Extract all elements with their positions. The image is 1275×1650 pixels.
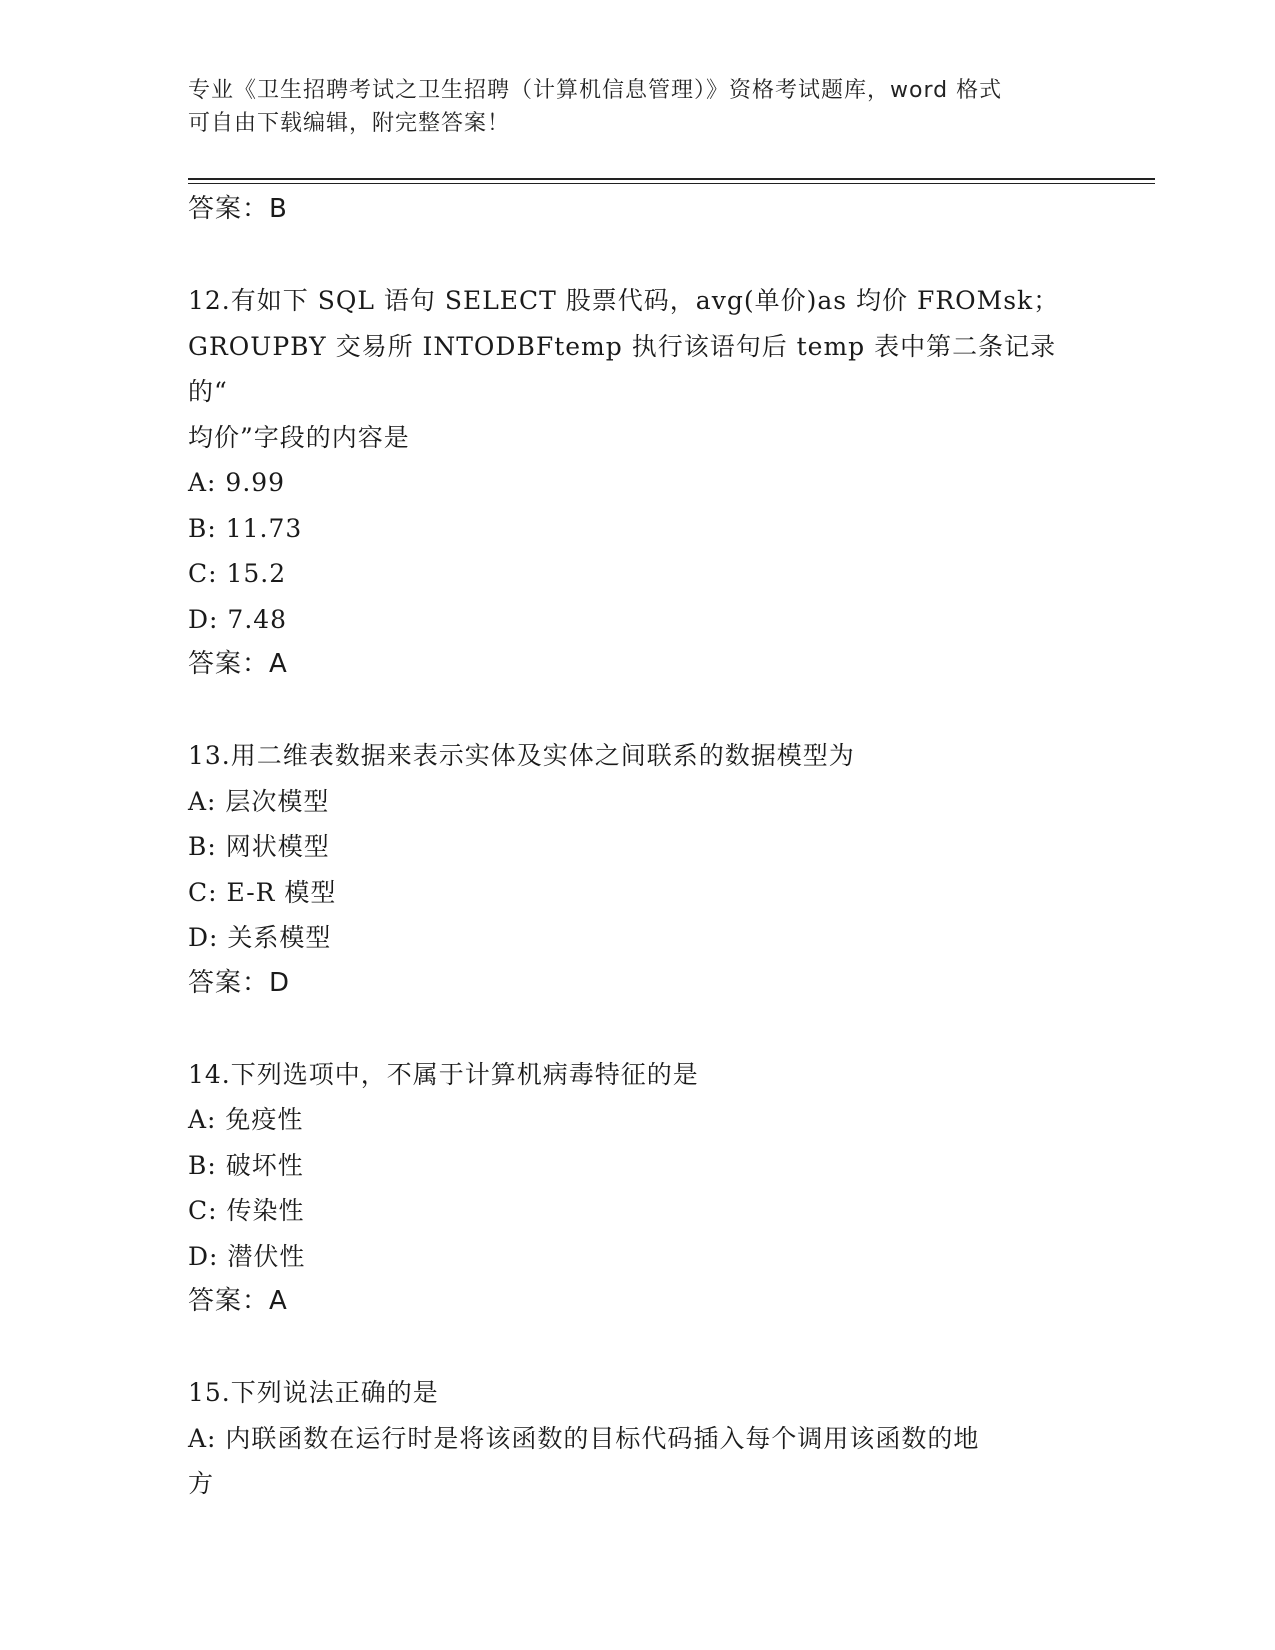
- option-a: A: 免疫性: [188, 1105, 304, 1134]
- header-rule-thick: [188, 178, 1155, 180]
- question-block: [188, 1052, 1088, 1325]
- option-d: D: 关系模型: [188, 923, 332, 952]
- header-line-1: 专业《卫生招聘考试之卫生招聘（计算机信息管理）》资格考试题库，word 格式: [188, 78, 1003, 103]
- spacer: [188, 233, 1088, 279]
- question-text-line: 均价”字段的内容是: [188, 422, 410, 452]
- header-line-2: 可自由下载编辑，附完整答案！: [188, 111, 511, 136]
- answer: 答案：D: [188, 967, 291, 998]
- option-b: B: 网状模型: [188, 832, 330, 861]
- question-text-line: GROUPBY 交易所 INTODBFtemp 执行该语句后 temp 表中第二条记录的“: [188, 331, 1057, 406]
- question-list: [188, 187, 1088, 1507]
- option-a: A: 层次模型: [188, 786, 330, 816]
- option-a: A: 9.99: [188, 468, 286, 497]
- spacer: [188, 1325, 1088, 1371]
- question-text-line: 15.下列说法正确的是: [188, 1378, 439, 1407]
- question-text-line: 14.下列选项中，不属于计算机病毒特征的是: [188, 1059, 699, 1089]
- question-block: [188, 278, 1088, 688]
- question-block: [188, 733, 1088, 1006]
- option-b: B: 11.73: [188, 513, 303, 543]
- question-text-line: 13.用二维表数据来表示实体及实体之间联系的数据模型为: [188, 741, 855, 770]
- option-a: A: 内联函数在运行时是将该函数的目标代码插入每个调用该函数的地: [188, 1423, 980, 1453]
- question-block: [188, 1370, 1088, 1507]
- option-c: C: E-R 模型: [188, 877, 337, 907]
- spacer: [188, 688, 1088, 734]
- question-text-line: 12.有如下 SQL 语句 SELECT 股票代码，avg(单价)as 均价 FROMsk；: [188, 286, 1060, 315]
- option-c: C: 15.2: [188, 559, 287, 588]
- answer: 答案：A: [188, 649, 288, 679]
- previous-answer: 答案：B: [188, 194, 288, 224]
- option-d: D: 7.48: [188, 604, 288, 634]
- header-rule-thin: [188, 183, 1155, 184]
- spacer: [188, 1006, 1088, 1052]
- document-header: [188, 74, 1068, 140]
- option-d: D: 潜伏性: [188, 1241, 306, 1271]
- option-a-continued: 方: [188, 1469, 215, 1498]
- answer: 答案：A: [188, 1286, 288, 1316]
- option-b: B: 破坏性: [188, 1150, 304, 1180]
- option-c: C: 传染性: [188, 1196, 305, 1225]
